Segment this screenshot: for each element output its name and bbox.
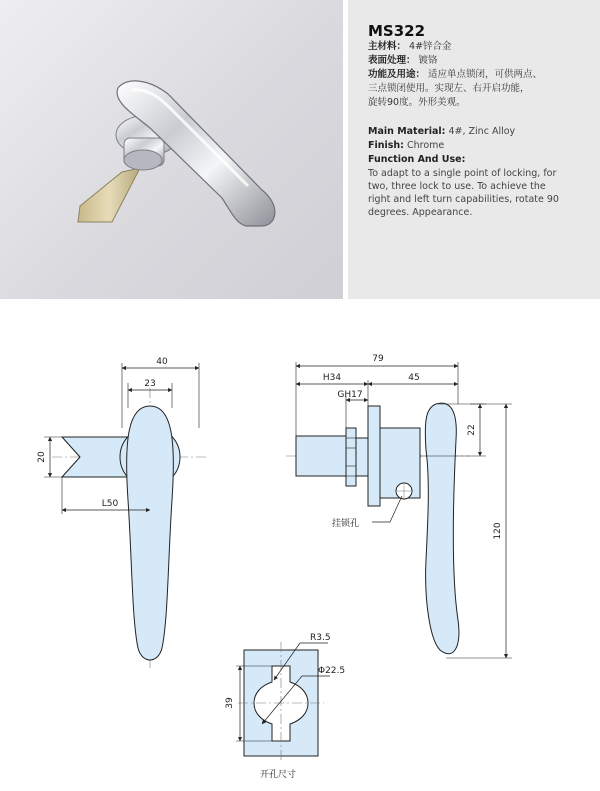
- cn-material-label: 主材料：: [368, 41, 407, 52]
- dim-39-label: 39: [225, 697, 235, 709]
- en-function-label-text: Function And Use:: [368, 154, 466, 165]
- side-handle: [425, 403, 459, 654]
- cn-function-line2: 三点锁闭使用。实现左、右开启功能，: [368, 83, 530, 94]
- dim-79-label: 79: [372, 354, 384, 364]
- product-photo: [0, 0, 343, 299]
- side-nut: [346, 428, 356, 486]
- cn-function-line3: 旋转90度。外形美观。: [368, 97, 466, 108]
- cn-function-row: [368, 68, 594, 82]
- en-function-label: [368, 153, 594, 166]
- cutout-caption: 开孔尺寸: [260, 770, 297, 780]
- en-finish-value: Chrome: [407, 140, 445, 151]
- side-flange: [368, 406, 380, 506]
- technical-drawing: [0, 299, 600, 791]
- dim-22-label: 22: [467, 424, 477, 436]
- dim-h34-label: H34: [322, 373, 342, 383]
- dim-l50-label: L50: [101, 499, 119, 509]
- dim-phi-label: Φ22.5: [318, 666, 346, 676]
- cn-finish-row: [368, 54, 594, 68]
- en-function-line3: right and left turn capabilities, rotate 90: [368, 194, 559, 205]
- cn-finish-label: 表面处理：: [368, 55, 416, 66]
- cn-finish-value: 镀铬: [418, 55, 438, 66]
- cn-material-row: [368, 40, 594, 54]
- cn-material-value: 4#锌合金: [409, 41, 452, 52]
- en-material-label: Main Material:: [368, 126, 446, 137]
- front-view: [37, 357, 206, 668]
- dim-23-label: 23: [144, 379, 156, 389]
- en-function-line4: degrees. Appearance.: [368, 207, 473, 218]
- en-function-line2: two, three lock to use. To achieve the: [368, 181, 546, 192]
- cn-function-line1: 适应单点锁闭，可供两点、: [428, 69, 543, 80]
- spec-panel: [348, 0, 600, 299]
- cutout-view: [225, 633, 345, 780]
- model-number: MS322: [368, 22, 426, 40]
- en-material-row: [368, 125, 594, 138]
- en-material-value: 4#, Zinc Alloy: [448, 126, 516, 137]
- dim-120-label: 120: [493, 522, 503, 540]
- en-finish-row: [368, 139, 594, 152]
- cn-function-label: 功能及用途：: [368, 69, 426, 80]
- dim-r35-label: R3.5: [310, 633, 331, 643]
- handle-photo-illustration: [0, 0, 343, 299]
- side-washer: [356, 438, 368, 476]
- en-function-line1: To adapt to a single point of locking, for: [368, 168, 557, 179]
- dim-45-label: 45: [408, 373, 420, 383]
- side-shaft: [296, 436, 346, 476]
- side-view: [286, 354, 512, 658]
- en-finish-label: Finish:: [368, 140, 404, 151]
- dim-gh17-label: GH17: [337, 390, 363, 400]
- front-handle: [127, 406, 174, 660]
- padlock-hole-label: 挂锁孔: [332, 519, 360, 529]
- dim-20-label: 20: [37, 451, 47, 463]
- dim-40-label: 40: [156, 357, 168, 367]
